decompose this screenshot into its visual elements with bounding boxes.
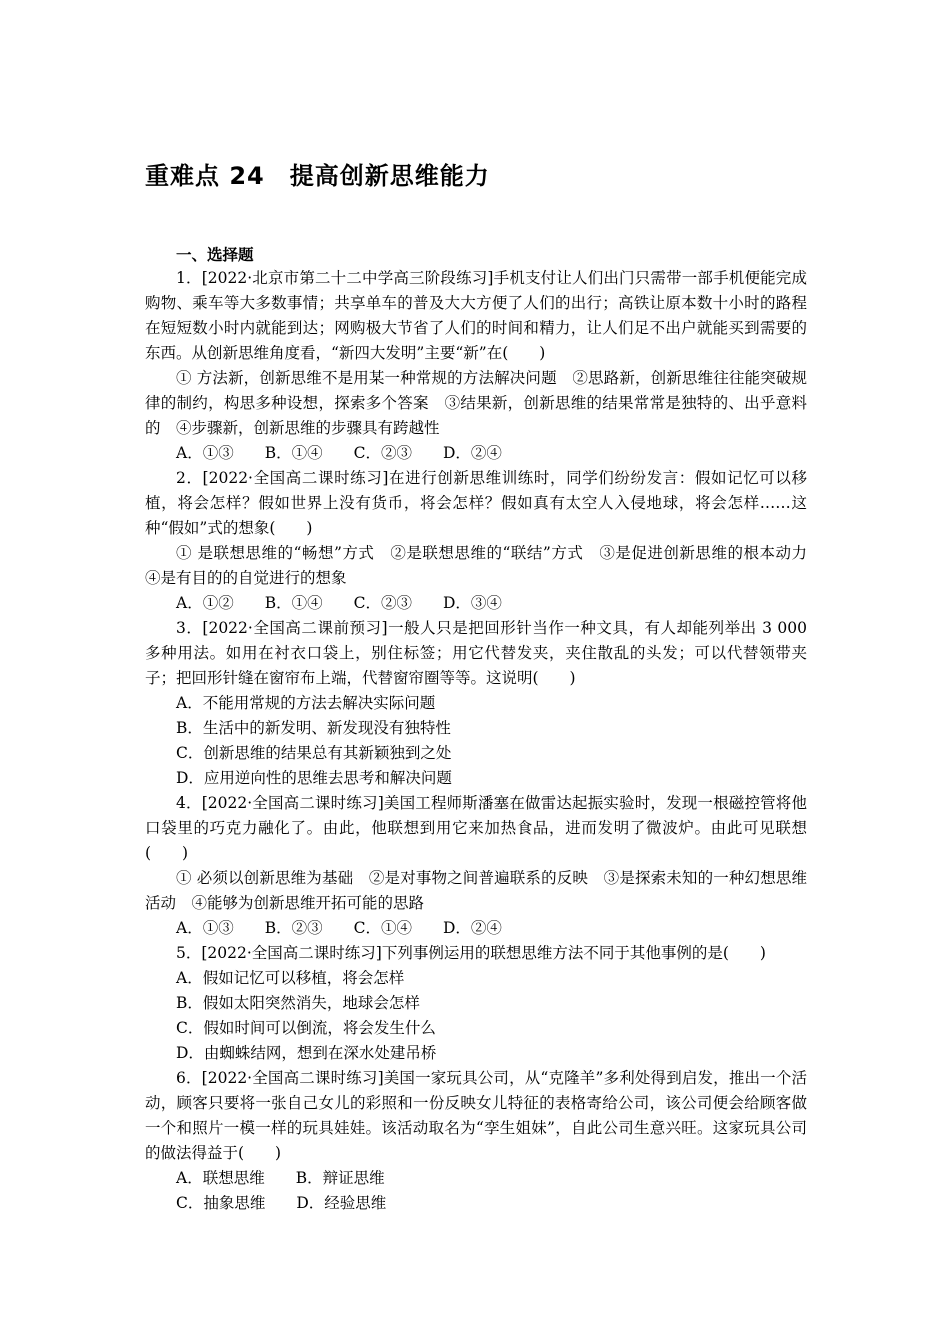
question-3-stem: 3．[2022·全国高二课前预习]一般人只是把回形针当作一种文具，有人却能列举出 3 000 多种用法。如用在衬衣口袋上，别住标签；用它代替发夹，夹住散乱的头发；可以代替领带夹子；把回形针缝在窗帘布上端，代替窗帘圈等等。这说明( ) — [145, 619, 807, 687]
question-3-choice-a: A．不能用常规的方法去解决实际问题 — [176, 694, 436, 712]
question-3-choice-b: B．生活中的新发明、新发现没有独特性 — [176, 719, 451, 737]
question-3-choice-c: C．创新思维的结果总有其新颖独到之处 — [176, 744, 452, 762]
question-6-choices-row-1: A．联想思维 B．辩证思维 — [176, 1169, 385, 1187]
question-4-options: A．①③ B．②③ C．①④ D．②④ — [176, 919, 502, 937]
section-heading: 一、选择题 — [176, 246, 254, 264]
question-6-choices-row-2: C．抽象思维 D．经验思维 — [176, 1194, 387, 1212]
question-5-choice-d: D．由蜘蛛结网，想到在深水处建吊桥 — [176, 1044, 437, 1062]
question-6-stem: 6．[2022·全国高二课时练习]美国一家玩具公司，从“克隆羊”多利处得到启发，推出一个活动，顾客只要将一张自己女儿的彩照和一份反映女儿特征的表格寄给公司，该公司便会给顾客做一个和照片一模一样的玩具娃娃。该活动取名为“孪生姐妹”，自此公司生意兴旺。这家玩具公司的做法得益于( ) — [145, 1069, 807, 1162]
question-1-stem: 1．[2022·北京市第二十二中学高三阶段练习]手机支付让人们出门只需带一部手机便能完成购物、乘车等大多数事情；共享单车的普及大大方便了人们的出行；高铁让原本数十小时的路程在短短数小时内就能到达；网购极大节省了人们的时间和精力，让人们足不出户就能买到需要的东西。从创新思维角度看，“新四大发明”主要“新”在( ) — [145, 269, 807, 362]
question-1-statements: ① 方法新，创新思维不是用某一种常规的方法解决问题 ②思路新，创新思维往往能突破规律的制约，构思多种设想，探索多个答案 ③结果新，创新思维的结果常常是独特的、出乎意料的 ④步骤新，创新思维的步骤具有跨越性 — [145, 369, 807, 437]
question-5-choice-a: A．假如记忆可以移植，将会怎样 — [176, 969, 405, 987]
question-2-statements: ① 是联想思维的“畅想”方式 ②是联想思维的“联结”方式 ③是促进创新思维的根本动力 ④是有目的的自觉进行的想象 — [145, 544, 823, 587]
question-5-choice-c: C．假如时间可以倒流，将会发生什么 — [176, 1019, 436, 1037]
page-title: 重难点 24 提高创新思维能力 — [145, 162, 490, 190]
question-5-stem: 5．[2022·全国高二课时练习]下列事例运用的联想思维方法不同于其他事例的是( ) — [176, 944, 766, 962]
question-list — [145, 266, 823, 1216]
question-3-choice-d: D．应用逆向性的思维去思考和解决问题 — [176, 769, 452, 787]
question-1-options: A．①③ B．①④ C．②③ D．②④ — [176, 444, 502, 462]
question-4-statements: ① 必须以创新思维为基础 ②是对事物之间普遍联系的反映 ③是探索未知的一种幻想思维活动 ④能够为创新思维开拓可能的思路 — [145, 869, 807, 912]
question-5-choice-b: B．假如太阳突然消失，地球会怎样 — [176, 994, 420, 1012]
question-4-stem: 4．[2022·全国高二课时练习]美国工程师斯潘塞在做雷达起振实验时，发现一根磁控管将他口袋里的巧克力融化了。由此，他联想到用它来加热食品，进而发明了微波炉。由此可见联想( ) — [145, 794, 807, 862]
question-2-options: A．①② B．①④ C．②③ D．③④ — [176, 594, 502, 612]
question-2-stem: 2．[2022·全国高二课时练习]在进行创新思维训练时，同学们纷纷发言：假如记忆可以移植，将会怎样？假如世界上没有货币，将会怎样？假如真有太空人入侵地球，将会怎样……这种“假如”式的想象( ) — [145, 469, 807, 537]
